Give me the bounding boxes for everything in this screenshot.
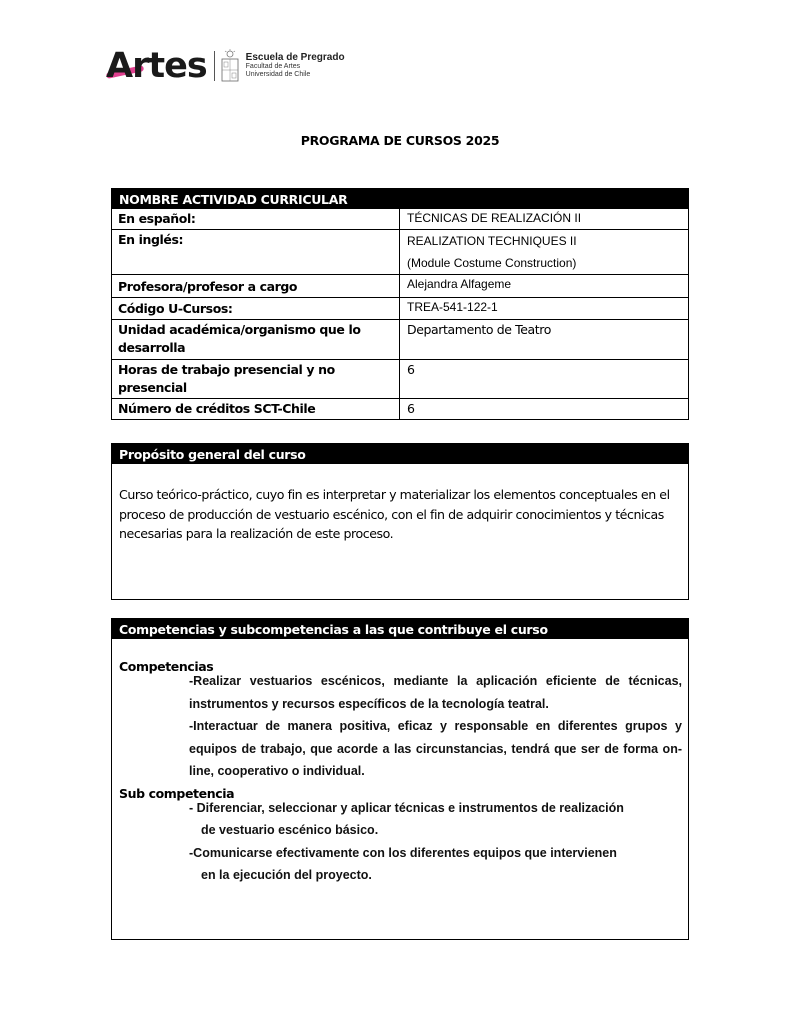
subcompetencia-item: -Comunicarse efectivamente con los diferentes equipos que intervienen en la ejecución del proyecto.: [189, 845, 617, 882]
row-value: 6: [407, 362, 415, 377]
table-row: [112, 209, 688, 229]
table-row: [112, 229, 688, 274]
faculty-logo: [106, 44, 345, 88]
table-row: [112, 274, 688, 297]
competencia-item: -Realizar vestuarios escénicos, mediante la aplicación eficiente de técnicas, instrumentos y recursos específicos de la tecnología teatral.: [189, 674, 682, 711]
purpose-header: Propósito general del curso: [112, 444, 688, 464]
row-label: En inglés:: [112, 230, 400, 274]
school-name: Escuela de Pregrado: [245, 52, 345, 63]
competencias-title: Competencias: [119, 659, 214, 674]
row-label: Código U-Cursos:: [112, 298, 400, 319]
row-value: TREA-541-122-1: [407, 300, 498, 314]
artes-wordmark: Artes: [106, 46, 207, 86]
row-value: TÉCNICAS DE REALIZACIÓN II: [407, 211, 582, 225]
table-row: [112, 319, 688, 359]
competencies-header: Competencias y subcompetencias a las que contribuye el curso: [112, 619, 688, 639]
row-label: Horas de trabajo presencial y no presencial: [112, 360, 400, 398]
competencia-item: -Interactuar de manera positiva, eficaz y responsable en diferentes grupos y equipos de trabajo, que acorde a las circunstancias, tendrá que ser de forma on-line, cooperativo o individual.: [189, 719, 682, 778]
row-label: Unidad académica/organismo que lo desarrolla: [112, 320, 400, 359]
table-row: [112, 359, 688, 398]
university-name: Universidad de Chile: [245, 71, 311, 78]
course-info-table: [111, 188, 689, 420]
course-info-header: NOMBRE ACTIVIDAD CURRICULAR: [112, 189, 688, 209]
purpose-section: [111, 443, 689, 600]
document-title: PROGRAMA DE CURSOS 2025: [300, 133, 500, 148]
subcompetencia-title: Sub competencia: [119, 785, 235, 801]
faculty-name: Facultad de Artes: [245, 63, 301, 70]
university-crest-icon: [220, 49, 240, 83]
row-label: Profesora/profesor a cargo: [112, 275, 400, 297]
logo-divider: [214, 51, 215, 81]
row-label: Número de créditos SCT-Chile: [112, 399, 400, 419]
table-row: [112, 398, 688, 419]
logo-text: [246, 53, 345, 79]
row-label: En español:: [112, 209, 400, 229]
competencies-section: [111, 618, 689, 940]
row-value: REALIZATION TECHNIQUES II (Module Costume Construction): [407, 234, 577, 270]
subcompetencia-item: - Diferenciar, seleccionar y aplicar técnicas e instrumentos de realización de vestuario escénico básico.: [189, 800, 624, 837]
row-value: Alejandra Alfageme: [407, 277, 512, 291]
purpose-text: Curso teórico-práctico, cuyo fin es interpretar y materializar los elementos conceptuales en el proceso de producción de vestuario escénico, con el fin de adquirir conocimientos y técnicas necesarias para la realización de este proceso.: [119, 487, 670, 541]
row-value: Departamento de Teatro: [407, 322, 551, 337]
row-value: 6: [407, 401, 415, 416]
table-row: [112, 297, 688, 319]
